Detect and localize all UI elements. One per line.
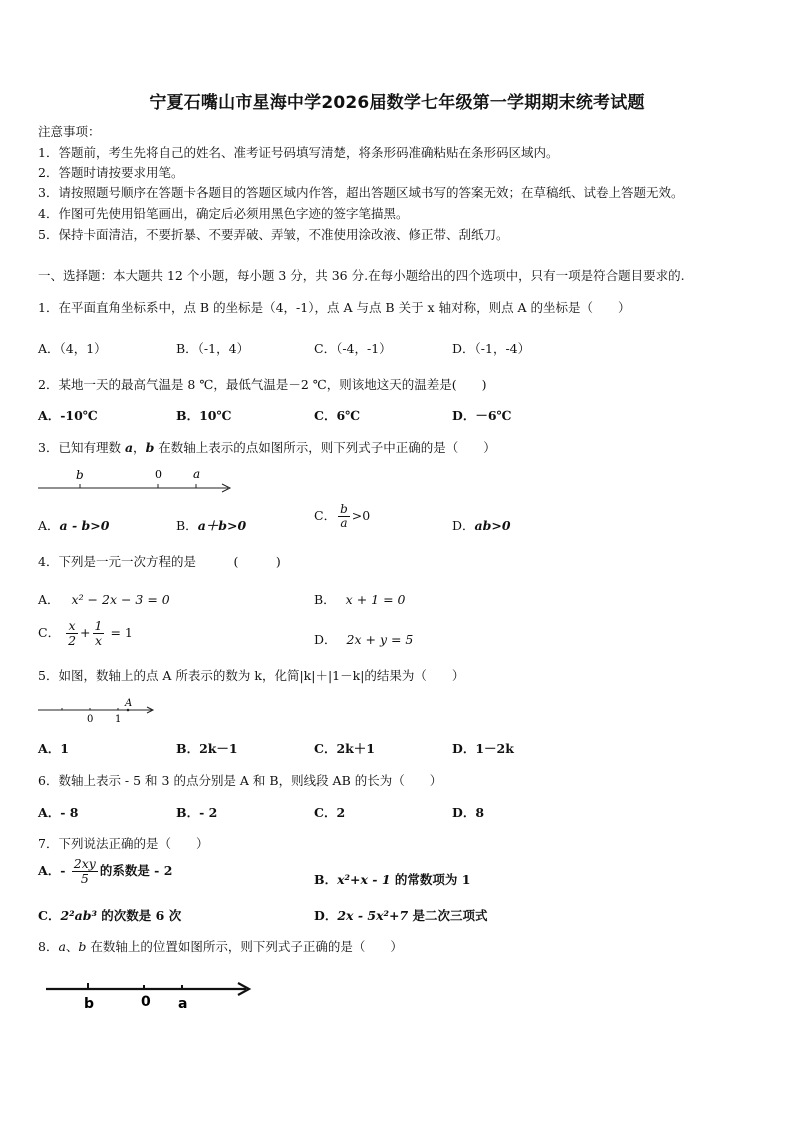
q4-option-d: D． 2x + y = 5	[314, 632, 414, 647]
q2-option-b: B．10℃	[176, 408, 232, 423]
question-2-stem: 2．某地一天的最高气温是 8 ℃，最低气温是－2 ℃，则该地这天的温差是( )	[38, 377, 487, 392]
question-7-stem: 7．下列说法正确的是（ ）	[38, 836, 209, 851]
q2-option-c: C．6℃	[314, 408, 361, 423]
q7-option-d: D．2x - 5x²+7 是二次三项式	[314, 908, 488, 923]
axis-label-A: A	[125, 698, 133, 709]
q5-option-c: C．2k＋1	[314, 741, 376, 756]
q3-option-d: D．ab>0	[452, 518, 511, 533]
q2-option-d: D．－6℃	[452, 408, 512, 423]
q1-option-a: A．（4，1）	[38, 341, 107, 356]
q5-option-a: A．1	[38, 741, 69, 756]
q6-option-d: D．8	[452, 805, 485, 820]
q8-number-line	[40, 972, 260, 1016]
q5-option-b: B．2k－1	[176, 741, 238, 756]
question-8-stem: 8．a、b 在数轴上的位置如图所示，则下列式子正确的是（ ）	[38, 939, 403, 954]
axis-label-a: a	[193, 467, 201, 481]
q5-option-d: D．1－2k	[452, 741, 514, 756]
page-title: 宁夏石嘴山市星海中学2026届数学七年级第一学期期末统考试题	[149, 93, 645, 113]
q4-option-b: B． x + 1 = 0	[314, 592, 406, 607]
q6-option-b: B．- 2	[176, 805, 218, 820]
q2-option-a: A．-10℃	[38, 408, 98, 423]
notice-item: 2．答题时请按要求用笔。	[38, 165, 184, 180]
q5-number-line	[36, 695, 160, 725]
q3-option-a: A．a - b>0	[38, 518, 110, 533]
notice-heading: 注意事项：	[38, 124, 101, 139]
axis-label-zero: 0	[87, 714, 94, 725]
question-1-stem: 1．在平面直角坐标系中，点 B 的坐标是（4，-1），点 A 与点 B 关于 x 轴对称，则点 A 的坐标是（ ）	[38, 300, 631, 315]
question-5-stem: 5．如图，数轴上的点 A 所表示的数为 k，化简|k|＋|1－k|的结果为（ ）	[38, 668, 465, 683]
q7-option-c: C．2²ab³ 的次数是 6 次	[38, 908, 182, 923]
notice-item: 3．请按照题号顺序在答题卡各题目的答题区域内作答，超出答题区域书写的答案无效；在草稿纸、试卷上答题无效。	[38, 185, 684, 200]
q4-option-c: C． $\frac{x}{2}$ + $\frac{1}{x}$ = 1	[38, 618, 133, 648]
q3-number-line	[36, 462, 236, 498]
q1-option-c: C．（-4，-1）	[314, 341, 392, 356]
q6-option-a: A．- 8	[38, 805, 79, 820]
question-6-stem: 6．数轴上表示 - 5 和 3 的点分别是 A 和 B，则线段 AB 的长为（ ）	[38, 773, 443, 788]
q7-option-b: B．x²+x - 1 的常数项为 1	[314, 872, 471, 887]
notice-item: 4．作图可先使用铅笔画出，确定后必须用黑色字迹的签字笔描黑。	[38, 206, 409, 221]
question-3-stem: 3．已知有理数 a，b 在数轴上表示的点如图所示，则下列式子中正确的是（ ）	[38, 440, 496, 455]
notice-item: 5．保持卡面清洁，不要折暴、不要弄破、弄皱，不准使用涂改液、修正带、刮纸刀。	[38, 227, 509, 242]
q3-option-b: B．a＋b>0	[176, 518, 247, 533]
axis-label-zero: 0	[155, 468, 162, 481]
axis-label-one: 1	[115, 714, 122, 725]
q1-option-b: B．（-1，4）	[176, 341, 250, 356]
axis-label-zero: 0	[141, 994, 151, 1010]
q7-option-a: A．- $\frac{2xy}{5}$ 的系数是 - 2	[38, 856, 173, 886]
axis-label-a: a	[178, 996, 188, 1012]
axis-label-b: b	[84, 996, 95, 1012]
question-4-stem: 4．下列是一元一次方程的是 ( )	[38, 554, 281, 569]
axis-label-b: b	[76, 468, 84, 482]
section-heading: 一、选择题：本大题共 12 个小题，每小题 3 分，共 36 分.在每小题给出的四个选项中，只有一项是符合题目要求的.	[38, 268, 685, 283]
q4-option-a: A． x² − 2x − 3 = 0	[38, 592, 170, 607]
q6-option-c: C．2	[314, 805, 346, 820]
q1-option-d: D．（-1，-4）	[452, 341, 531, 356]
q3-option-c: C． $\frac{b}{a}$ >0	[314, 502, 371, 531]
notice-item: 1．答题前，考生先将自己的姓名、准考证号码填写清楚，将条形码准确粘贴在条形码区域内。	[38, 145, 559, 160]
